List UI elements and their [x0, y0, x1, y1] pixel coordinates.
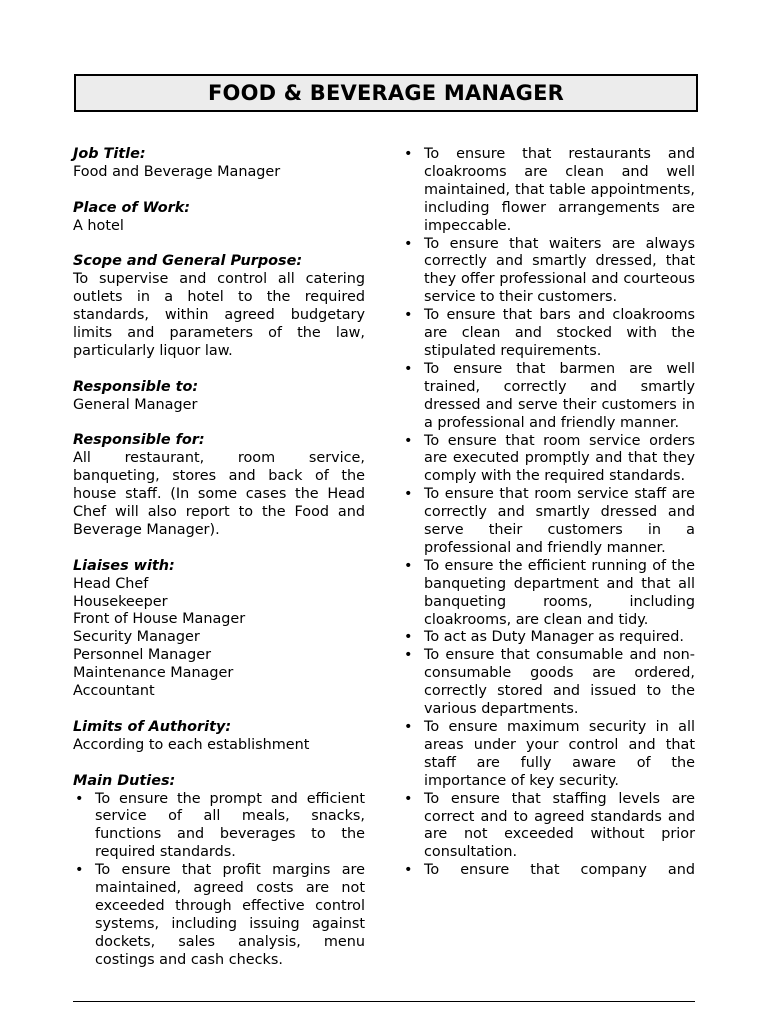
liaison-item: Head Chef — [73, 575, 149, 592]
list-item — [402, 486, 695, 558]
duty-text: To ensure that company and — [424, 862, 695, 879]
limits-section — [73, 719, 365, 755]
bullet-icon: • — [404, 307, 413, 324]
duty-text: To ensure that staffing levels are correct and to agreed standards and are not exceeded without prior consultation. — [424, 790, 695, 861]
responsible-for-heading: Responsible for: — [73, 432, 205, 449]
bullet-icon: • — [75, 862, 84, 879]
list-item — [402, 361, 695, 433]
scope-heading: Scope and General Purpose: — [73, 253, 303, 270]
list-item — [402, 862, 695, 880]
list-item — [402, 558, 695, 630]
right-column — [402, 146, 695, 880]
list-item — [402, 307, 695, 361]
duty-text: To ensure that barmen are well trained, correctly and smartly dressed and serve their customers in a professional and friendly manner. — [424, 360, 695, 431]
job-title-text: Food and Beverage Manager — [73, 163, 281, 180]
bullet-icon: • — [75, 790, 84, 807]
liaises-with-section — [73, 558, 365, 701]
duty-text: To ensure that profit margins are maintained, agreed costs are not exceeded through effective control systems, including issuing against dockets, sales analysis, menu costings and cash checks. — [95, 862, 365, 968]
duty-text: To ensure the efficient running of the banqueting department and that all banqueting rooms, including cloakrooms, are clean and tidy. — [424, 557, 695, 628]
place-of-work-section — [73, 200, 365, 236]
left-column — [73, 146, 365, 970]
duty-text: To ensure that room service staff are correctly and smartly dressed and serve their customers in a professional and friendly manner. — [424, 486, 695, 556]
liaison-item: Housekeeper — [73, 593, 168, 610]
duty-text: To ensure that waiters are always correctly and smartly dressed, that they offer professional and courteous service to their customers. — [424, 235, 695, 306]
duty-text: To ensure that restaurants and cloakrooms are clean and well maintained, that table appointments, including flower arrangements are impeccable. — [424, 146, 695, 234]
duty-text: To ensure the prompt and efficient service of all meals, snacks, functions and beverages to the required standards. — [95, 790, 365, 861]
scope-text: To supervise and control all catering outlets in a hotel to the required standards, within agreed budgetary limits and parameters of the law, particularly liquor law. — [73, 271, 365, 359]
bullet-icon: • — [404, 432, 413, 449]
job-title-section — [73, 146, 365, 182]
list-item — [73, 791, 365, 863]
limits-heading: Limits of Authority: — [73, 718, 232, 735]
bullet-icon: • — [404, 235, 413, 252]
responsible-for-section — [73, 432, 365, 539]
bullet-icon: • — [404, 146, 413, 162]
list-item — [402, 719, 695, 791]
list-item — [73, 862, 365, 969]
duty-text: To ensure maximum security in all areas under your control and that staff are fully aware of the importance of key security. — [424, 719, 695, 789]
liaises-with-heading: Liaises with: — [73, 557, 175, 574]
list-item — [402, 647, 695, 719]
main-duties-list — [73, 791, 365, 970]
responsible-to-text: General Manager — [73, 396, 198, 413]
bullet-icon: • — [404, 719, 413, 735]
main-duties-heading: Main Duties: — [73, 772, 176, 789]
duty-text: To ensure that room service orders are executed promptly and that they comply with the required standards. — [424, 432, 695, 485]
place-of-work-text: A hotel — [73, 217, 124, 234]
footer-rule — [73, 1001, 695, 1002]
list-item — [402, 236, 695, 308]
list-item — [402, 791, 695, 863]
responsible-to-section — [73, 379, 365, 415]
responsible-for-text: All restaurant, room service, banqueting, stores and back of the house staff. (In some cases the Head Chef will also report to the Food and Beverage Manager). — [73, 450, 365, 538]
duty-text: To ensure that bars and cloakrooms are clean and stocked with the stipulated requirements. — [424, 307, 695, 359]
page-title: FOOD & BEVERAGE MANAGER — [74, 74, 698, 112]
duty-text: To act as Duty Manager as required. — [424, 629, 684, 646]
limits-text: According to each establishment — [73, 736, 310, 753]
bullet-icon: • — [404, 360, 413, 377]
responsible-to-heading: Responsible to: — [73, 378, 199, 395]
bullet-icon: • — [404, 647, 413, 664]
bullet-icon: • — [404, 790, 413, 807]
liaison-item: Front of House Manager — [73, 611, 246, 628]
duty-text: To ensure that consumable and non-consumable goods are ordered, correctly stored and issued to the various departments. — [424, 647, 695, 718]
list-item — [402, 433, 695, 487]
bullet-icon: • — [404, 862, 413, 879]
bullet-icon: • — [404, 486, 413, 503]
bullet-icon: • — [404, 629, 413, 646]
duties-continued-list — [402, 146, 695, 880]
job-title-heading: Job Title: — [73, 146, 146, 162]
list-item — [402, 629, 695, 647]
place-of-work-heading: Place of Work: — [73, 199, 191, 216]
list-item — [402, 146, 695, 236]
bullet-icon: • — [404, 557, 413, 574]
main-duties-section — [73, 773, 365, 970]
scope-section — [73, 253, 365, 360]
liaison-item: Personnel Manager — [73, 647, 211, 664]
liaison-item: Accountant — [73, 683, 155, 700]
liaison-item: Maintenance Manager — [73, 665, 234, 682]
liaison-item: Security Manager — [73, 629, 200, 646]
